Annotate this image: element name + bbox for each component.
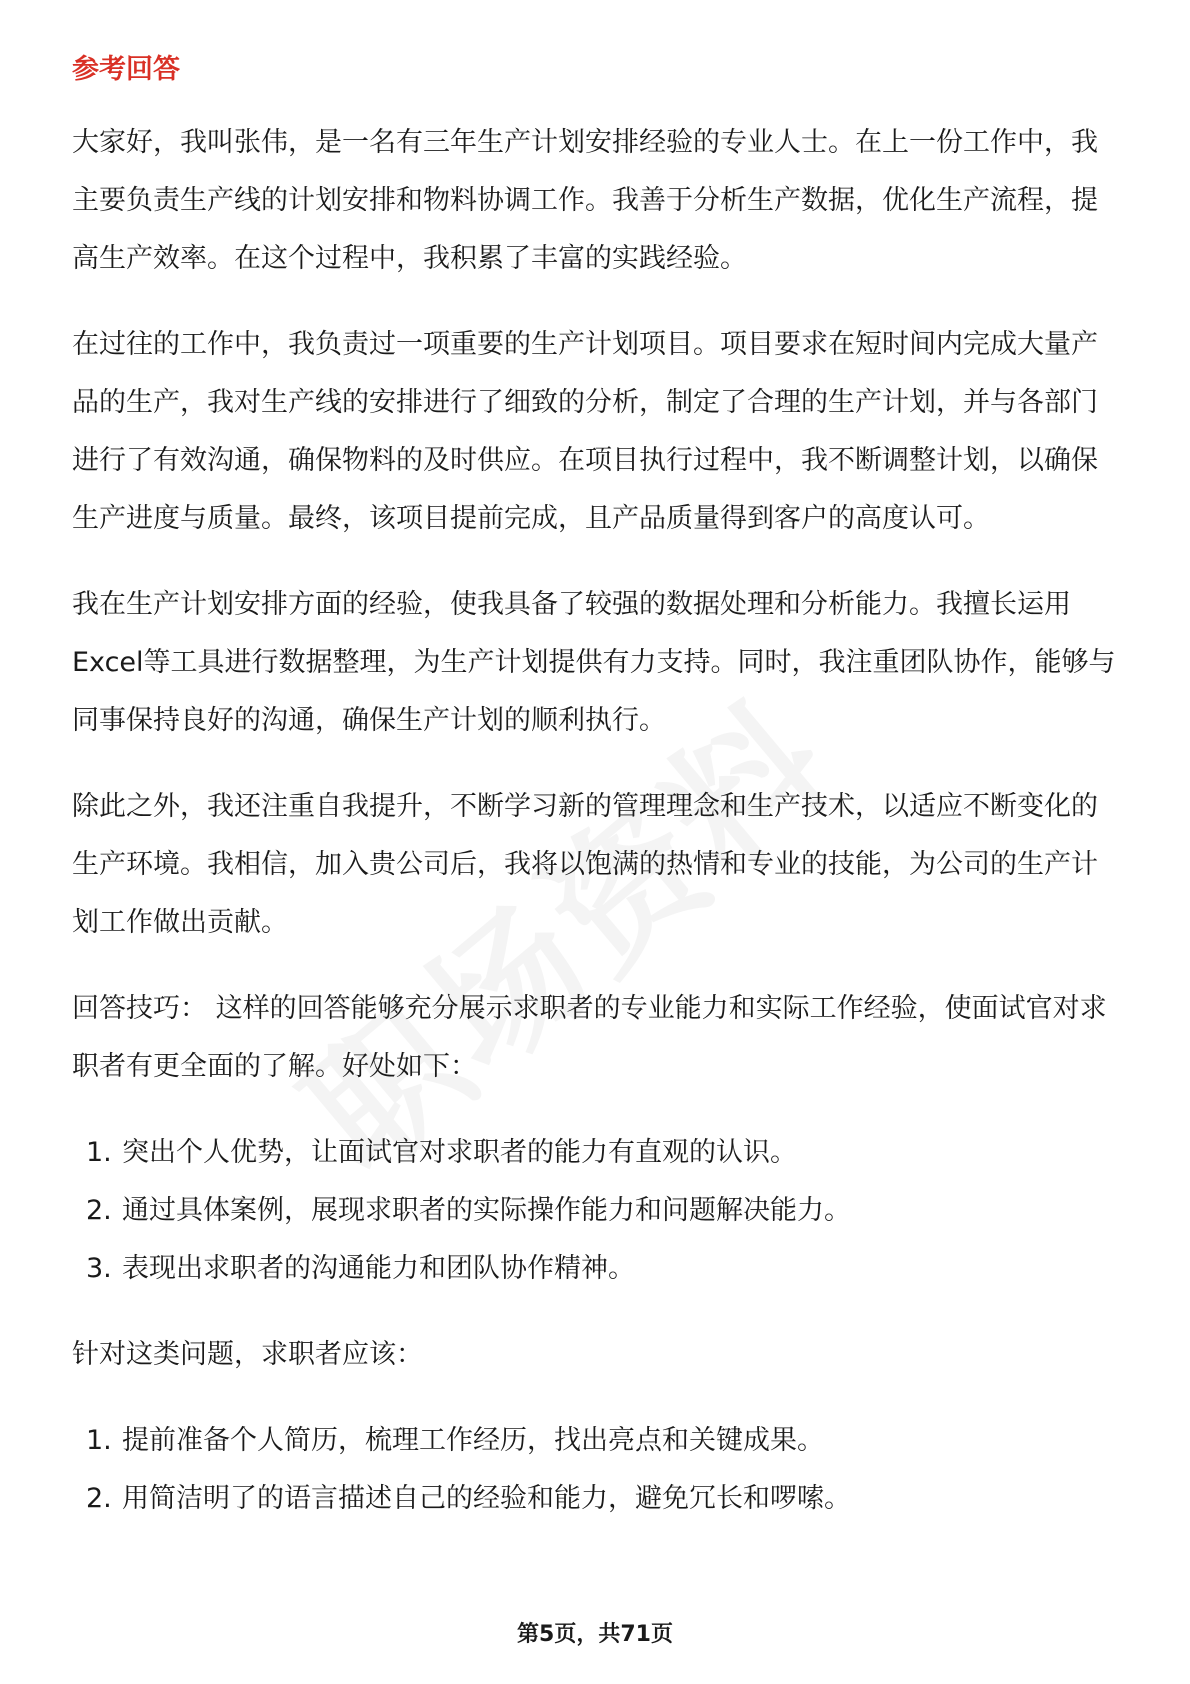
- list-item: [72, 1470, 1122, 1528]
- list-item: [72, 1124, 1122, 1182]
- list-number: 1.: [86, 1425, 112, 1456]
- section-heading: 参考回答: [72, 54, 180, 85]
- paragraph-skills: 我在生产计划安排方面的经验，使我具备了较强的数据处理和分析能力。我擅长运用Excel等工具进行数据整理，为生产计划提供有力支持。同时，我注重团队协作，能够与同事保持良好的沟通，确保生产计划的顺利执行。: [72, 589, 1116, 736]
- answer-content: [72, 114, 1122, 1556]
- list-number: 1.: [86, 1137, 112, 1168]
- answer-tips: 回答技巧： 这样的回答能够充分展示求职者的专业能力和实际工作经验，使面试官对求职者有更全面的了解。好处如下：: [72, 993, 1107, 1082]
- list-text: 用简洁明了的语言描述自己的经验和能力，避免冗长和啰嗦。: [122, 1483, 851, 1514]
- list-number: 3.: [86, 1253, 112, 1284]
- paragraph-intro: 大家好，我叫张伟，是一名有三年生产计划安排经验的专业人士。在上一份工作中，我主要负责生产线的计划安排和物料协调工作。我善于分析生产数据，优化生产流程，提高生产效率。在这个过程中，我积累了丰富的实践经验。: [72, 127, 1098, 274]
- list-item: [72, 1182, 1122, 1240]
- list-number: 2.: [86, 1483, 112, 1514]
- list-text: 突出个人优势，让面试官对求职者的能力有直观的认识。: [122, 1137, 797, 1168]
- paragraph-closing: 除此之外，我还注重自我提升，不断学习新的管理理念和生产技术，以适应不断变化的生产环境。我相信，加入贵公司后，我将以饱满的热情和专业的技能，为公司的生产计划工作做出贡献。: [72, 791, 1098, 938]
- list-number: 2.: [86, 1195, 112, 1226]
- benefits-list: [72, 1124, 1122, 1298]
- list-text: 表现出求职者的沟通能力和团队协作精神。: [122, 1253, 635, 1284]
- advice-intro: 针对这类问题，求职者应该：: [72, 1339, 423, 1370]
- list-item: [72, 1412, 1122, 1470]
- page-footer: 第5页，共71页: [517, 1622, 673, 1647]
- list-item: [72, 1240, 1122, 1298]
- advice-list: [72, 1412, 1122, 1528]
- list-text: 提前准备个人简历，梳理工作经历，找出亮点和关键成果。: [122, 1425, 824, 1456]
- list-text: 通过具体案例，展现求职者的实际操作能力和问题解决能力。: [122, 1195, 851, 1226]
- paragraph-project: 在过往的工作中，我负责过一项重要的生产计划项目。项目要求在短时间内完成大量产品的生产，我对生产线的安排进行了细致的分析，制定了合理的生产计划，并与各部门进行了有效沟通，确保物料的及时供应。在项目执行过程中，我不断调整计划，以确保生产进度与质量。最终，该项目提前完成，且产品质量得到客户的高度认可。: [72, 329, 1098, 534]
